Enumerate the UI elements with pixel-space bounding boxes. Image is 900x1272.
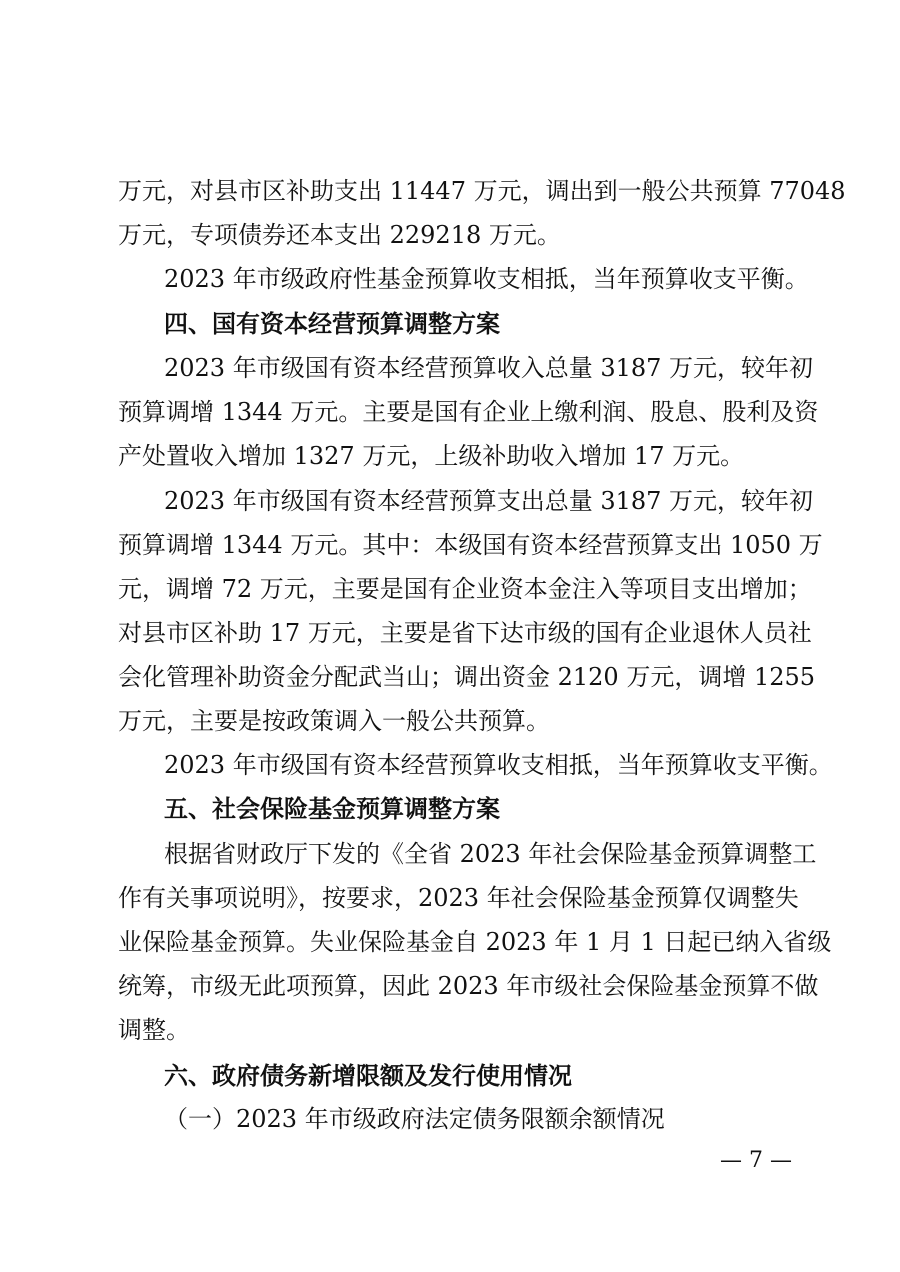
body-text-line: 对县市区补助 17 万元，主要是省下达市级的国有企业退休人员社 bbox=[118, 619, 812, 647]
paragraph-line: 2023 年市级国有资本经营预算收入总量 3187 万元，较年初 bbox=[164, 354, 814, 382]
section-heading-6: 六、政府债务新增限额及发行使用情况 bbox=[164, 1062, 572, 1090]
subsection-heading: （一）2023 年市级政府法定债务限额余额情况 bbox=[164, 1105, 665, 1133]
body-text-line: 作有关事项说明》，按要求，2023 年社会保险基金预算仅调整失 bbox=[118, 884, 799, 912]
body-text-line: 万元，对县市区补助支出 11447 万元，调出到一般公共预算 77048 bbox=[118, 177, 846, 205]
body-text-line: 产处置收入增加 1327 万元，上级补助收入增加 17 万元。 bbox=[118, 442, 745, 470]
paragraph-line: 根据省财政厅下发的《全省 2023 年社会保险基金预算调整工 bbox=[164, 840, 817, 868]
body-text-line: 万元，主要是按政策调入一般公共预算。 bbox=[118, 707, 550, 735]
section-heading-4: 四、国有资本经营预算调整方案 bbox=[164, 310, 500, 338]
body-text-line: 业保险基金预算。失业保险基金自 2023 年 1 月 1 日起已纳入省级 bbox=[118, 928, 832, 956]
body-text-line: 预算调增 1344 万元。主要是国有企业上缴利润、股息、股利及资 bbox=[118, 398, 819, 426]
page-number: — 7 — bbox=[720, 1148, 792, 1173]
paragraph-line: 2023 年市级政府性基金预算收支相抵，当年预算收支平衡。 bbox=[164, 265, 809, 293]
paragraph-line: 2023 年市级国有资本经营预算收支相抵，当年预算收支平衡。 bbox=[164, 751, 833, 779]
paragraph-line: 2023 年市级国有资本经营预算支出总量 3187 万元，较年初 bbox=[164, 487, 814, 515]
body-text-line: 调整。 bbox=[118, 1016, 190, 1044]
body-text-line: 统筹，市级无此项预算，因此 2023 年市级社会保险基金预算不做 bbox=[118, 972, 819, 1000]
section-heading-5: 五、社会保险基金预算调整方案 bbox=[164, 795, 500, 823]
body-text-line: 元，调增 72 万元，主要是国有企业资本金注入等项目支出增加； bbox=[118, 575, 812, 603]
body-text-line: 会化管理补助资金分配武当山；调出资金 2120 万元，调增 1255 bbox=[118, 663, 816, 691]
body-text-line: 预算调增 1344 万元。其中：本级国有资本经营预算支出 1050 万 bbox=[118, 531, 823, 559]
body-text-line: 万元，专项债券还本支出 229218 万元。 bbox=[118, 221, 561, 249]
